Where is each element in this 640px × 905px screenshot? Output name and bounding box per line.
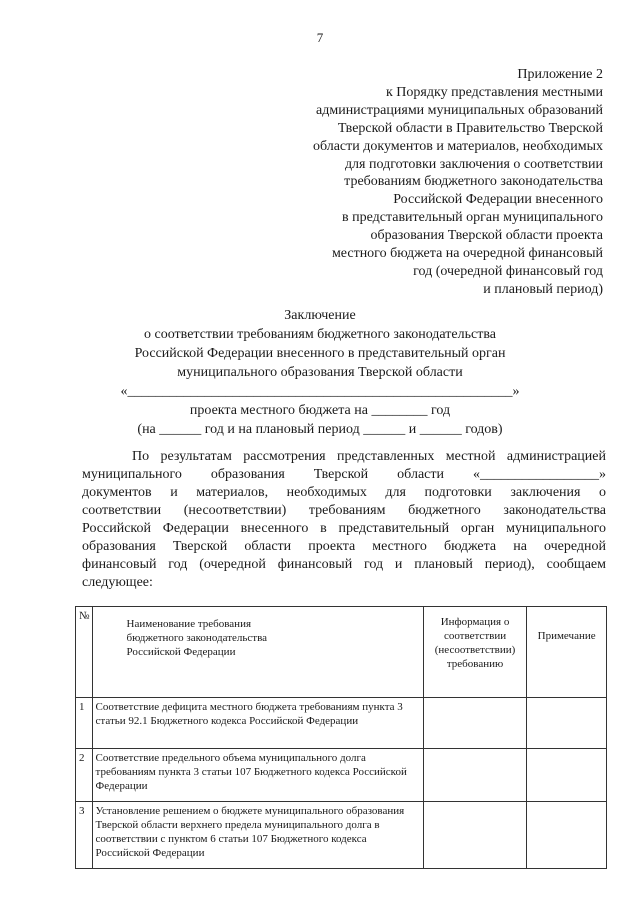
conclusion-line: муниципального образования Тверской области: [177, 365, 463, 380]
appendix-line: Тверской области в Правительство Тверской: [337, 120, 603, 136]
table-row: [76, 749, 607, 802]
row-note: [527, 749, 607, 802]
municipality-name-blank: «_______________________________________________________»: [120, 384, 520, 399]
row-requirement: Соответствие дефицита местного бюджета требованиям пункта 3 статьи 92.1 Бюджетного кодекса Российской Федерации: [92, 698, 423, 749]
table-row: [76, 802, 607, 869]
paragraph-line: следующее:: [82, 575, 153, 590]
row-requirement: Соответствие предельного объема муниципального долга требованиям пункта 3 статьи 107 Бюджетного кодекса Российской Федерации: [92, 749, 423, 802]
appendix-line: администрациями муниципальных образований: [316, 102, 603, 118]
row-compliance-info: [423, 802, 527, 869]
paragraph-line: документов и материалов, необходимых для подготовки заключения о: [82, 485, 606, 500]
appendix-line: требованиям бюджетного законодательства: [344, 174, 603, 190]
header-name-line: бюджетного законодательства: [126, 632, 268, 644]
conclusion-title: Заключение: [284, 308, 356, 323]
appendix-header: [313, 66, 603, 299]
row-requirement: Установление решением о бюджете муниципального образования Тверской области верхнего предела муниципального долга в соответствии с пунктом 6 статьи 107 Бюджетного кодекса Российской Федерации: [92, 802, 423, 869]
header-name-line: Российской Федерации: [126, 646, 236, 658]
appendix-line: Приложение 2: [517, 67, 603, 82]
header-note: Примечание: [527, 607, 607, 698]
conclusion-line: о соответствии требованиям бюджетного законодательства: [144, 327, 496, 342]
header-requirement-name: [92, 607, 423, 698]
row-compliance-info: [423, 749, 527, 802]
paragraph-line: Российской Федерации внесенного в представительный орган муниципального: [82, 521, 606, 536]
table-header-row: [76, 607, 607, 698]
budget-year-line: проекта местного бюджета на ________ год: [189, 403, 451, 418]
appendix-line: образования Тверской области проекта: [370, 228, 603, 244]
paragraph-line: финансовый год (очередной финансовый год и плановый период), сообщаем: [82, 557, 606, 572]
requirements-table: [75, 606, 607, 869]
appendix-line: год (очередной финансовый год: [413, 263, 603, 279]
body-paragraph: [82, 448, 606, 592]
row-note: [527, 698, 607, 749]
appendix-line: местного бюджета на очередной финансовый: [331, 246, 603, 262]
paragraph-line: По результатам рассмотрения представленных местной администрацией: [132, 449, 606, 464]
appendix-line: Российской Федерации внесенного: [393, 192, 603, 208]
table-row: [76, 698, 607, 749]
paragraph-line: образования Тверской области проекта местного бюджета на очередной: [82, 539, 606, 554]
paragraph-line: муниципального образования Тверской области «_________________»: [82, 467, 606, 482]
header-name-line: Наименование требования: [126, 618, 252, 630]
row-number: 1: [76, 698, 93, 749]
planning-period-line: (на ______ год и на плановый период ______ и ______ годов): [137, 422, 503, 437]
appendix-line: к Порядку представления местными: [386, 84, 603, 100]
row-compliance-info: [423, 698, 527, 749]
page-number: 7: [316, 30, 324, 45]
header-number: №: [76, 607, 93, 698]
appendix-line: и плановый период): [483, 281, 603, 297]
conclusion-line: Российской Федерации внесенного в представительный орган: [134, 346, 506, 361]
conclusion-heading: [0, 306, 640, 439]
row-number: 3: [76, 802, 93, 869]
appendix-line: для подготовки заключения о соответствии: [344, 156, 603, 172]
header-compliance-info: Информация о соответствии (несоответствии) требованию: [423, 607, 527, 698]
row-note: [527, 802, 607, 869]
appendix-line: в представительный орган муниципального: [341, 210, 603, 226]
paragraph-line: соответствии (несоответствии) требованиям бюджетного законодательства: [82, 503, 606, 518]
appendix-line: области документов и материалов, необходимых: [312, 138, 603, 154]
row-number: 2: [76, 749, 93, 802]
